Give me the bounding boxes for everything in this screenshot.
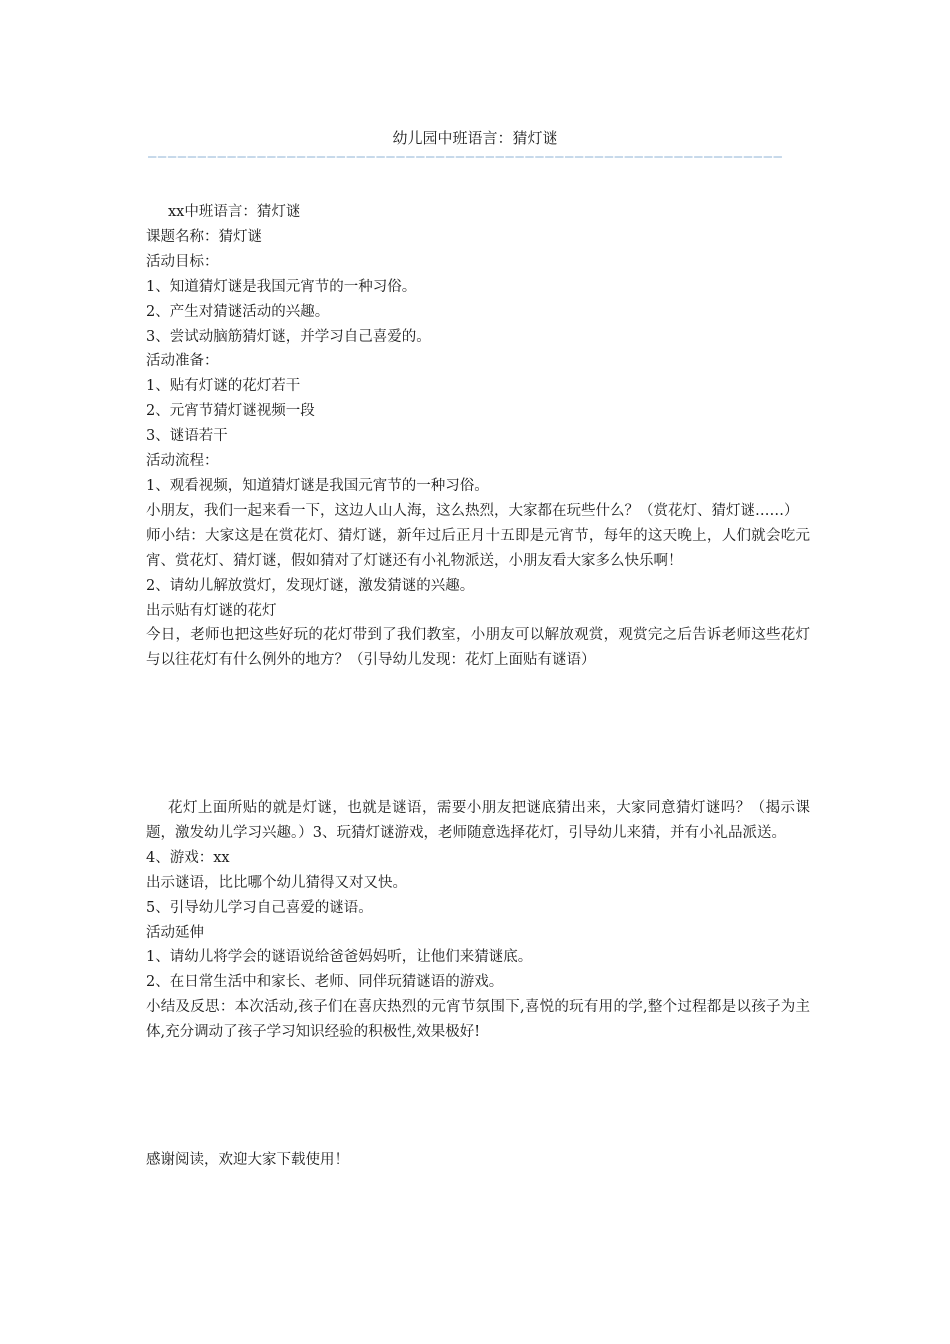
extension-item: 2、在日常生活中和家长、老师、同伴玩猜谜语的游戏。 xyxy=(146,974,504,991)
paragraph: 出示贴有灯谜的花灯 xyxy=(146,602,277,619)
reflection-paragraph: 小结及反思：本次活动,孩子们在喜庆热烈的元宵节氛围下,喜悦的玩有用的学,整个过程都是以孩子为主体,充分调动了孩子学习知识经验的积极性,效果极好! xyxy=(146,999,810,1041)
preparation-item: 3、谜语若干 xyxy=(146,428,228,445)
heading-extension: 活动延伸 xyxy=(146,924,204,941)
document-title: 幼儿园中班语言：猜灯谜 xyxy=(392,129,558,147)
process-step: 5、引导幼儿学习自己喜爱的谜语。 xyxy=(146,899,373,916)
paragraph: 师小结：大家这是在赏花灯、猜灯谜，新年过后正月十五即是元宵节，每年的这天晚上，人们就会吃元宵、赏花灯、猜灯谜，假如猜对了灯谜还有小礼物派送，小朋友看大家多么快乐啊！ xyxy=(146,527,810,569)
goal-item: 1、知道猜灯谜是我国元宵节的一种习俗。 xyxy=(146,278,417,295)
paragraph: 出示谜语，比比哪个幼儿猜得又对又快。 xyxy=(146,874,407,891)
preparation-item: 1、贴有灯谜的花灯若干 xyxy=(146,378,301,395)
heading-goals: 活动目标： xyxy=(146,253,219,270)
process-step: 2、请幼儿解放赏灯，发现灯谜，激发猜谜的兴趣。 xyxy=(146,577,475,594)
process-step: 1、观看视频，知道猜灯谜是我国元宵节的一种习俗。 xyxy=(146,477,489,494)
goal-item: 3、尝试动脑筋猜灯谜，并学习自己喜爱的。 xyxy=(146,328,431,345)
heading-preparation: 活动准备： xyxy=(146,353,219,370)
section-continued xyxy=(146,796,810,1045)
section-main xyxy=(146,200,810,673)
title-separator: ———————————————————————————————————————————————————————————————— xyxy=(148,150,784,164)
extension-item: 1、请幼儿将学会的谜语说给爸爸妈妈听，让他们来猜谜底。 xyxy=(146,949,533,966)
preparation-item: 2、元宵节猜灯谜视频一段 xyxy=(146,403,315,420)
paragraph: 小朋友，我们一起来看一下，这边人山人海，这么热烈，大家都在玩些什么？（赏花灯、猜灯谜……） xyxy=(146,502,799,519)
heading-process: 活动流程： xyxy=(146,453,219,470)
topic-name: 课题名称：猜灯谜 xyxy=(146,228,262,245)
process-step: 4、游戏：xx xyxy=(146,849,230,866)
doc-subtitle: xx中班语言：猜灯谜 xyxy=(168,204,301,220)
closing-note: 感谢阅读，欢迎大家下载使用！ xyxy=(146,1152,349,1168)
paragraph: 今日，老师也把这些好玩的花灯带到了我们教室，小朋友可以解放观赏，观赏完之后告诉老师这些花灯与以往花灯有什么例外的地方？（引导幼儿发现：花灯上面贴有谜语） xyxy=(146,627,810,669)
goal-item: 2、产生对猜谜活动的兴趣。 xyxy=(146,303,330,320)
paragraph: 花灯上面所贴的就是灯谜，也就是谜语，需要小朋友把谜底猜出来，大家同意猜灯谜吗？（揭示课题，激发幼儿学习兴趣。）3、玩猜灯谜游戏，老师随意选择花灯，引导幼儿来猜，并有小礼品派送。 xyxy=(146,800,810,841)
